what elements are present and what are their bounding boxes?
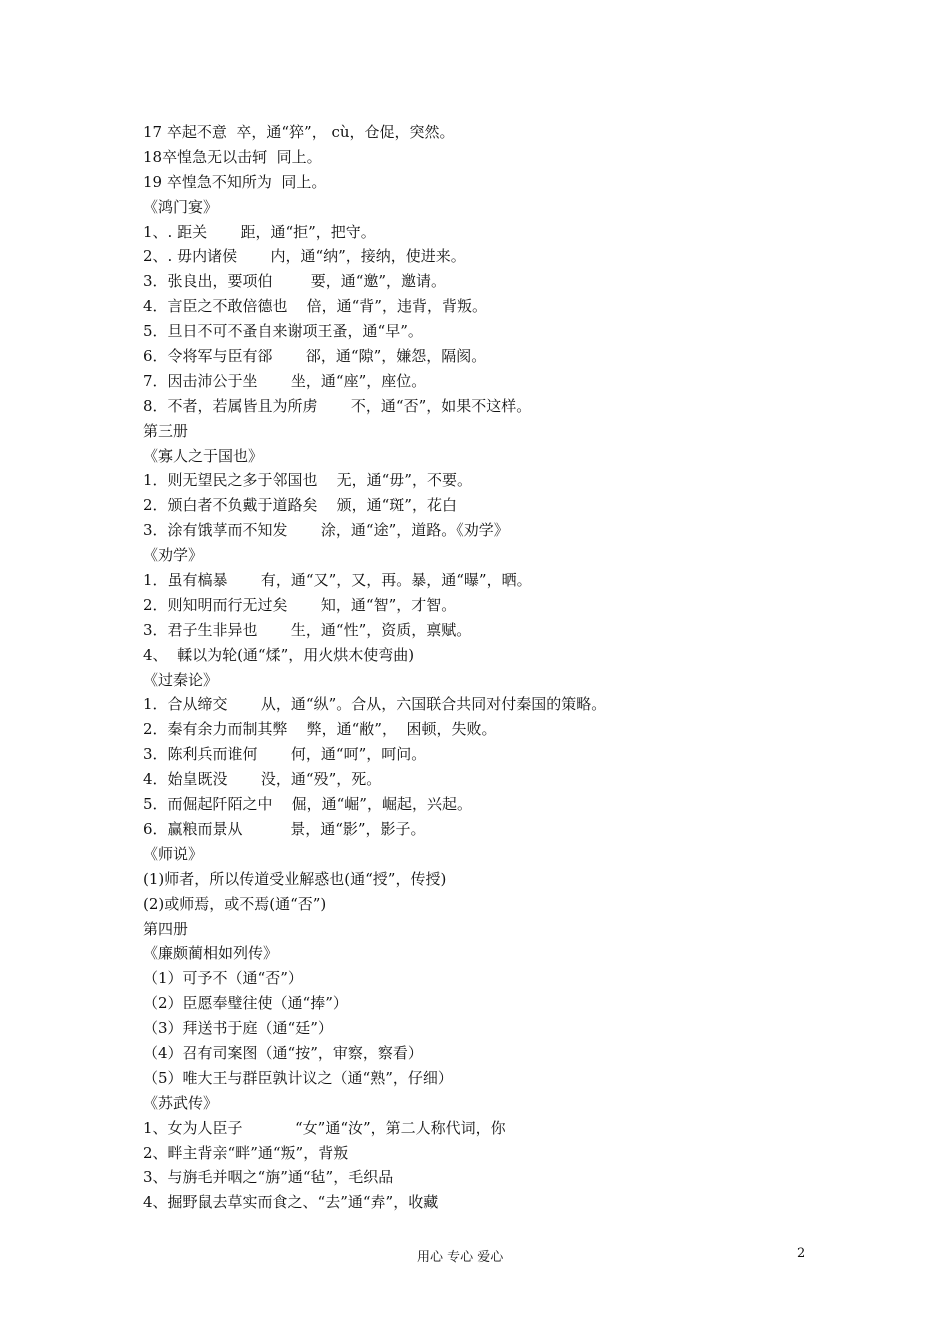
- text-line: 1．则无望民之多于邻国也 无，通“毋”，不要。: [143, 471, 472, 490]
- text-line: 4、掘野鼠去草实而食之、“去”通“弆”，收藏: [143, 1193, 439, 1212]
- footer-text: 用心 专心 爱心: [417, 1250, 504, 1265]
- text-line: 2、. 毋内诸侯 内，通“纳”，接纳，使进来。: [143, 247, 466, 266]
- text-line: 1、. 距关 距，通“拒”，把守。: [143, 222, 376, 241]
- text-line: 3．张良出，要项伯 要，通“邀”，邀请。: [143, 272, 447, 291]
- section-heading: 《廉颇蔺相如列传》: [143, 944, 279, 963]
- text-line: 5．旦日不可不蚤自来谢项王蚤，通“早”。: [143, 322, 423, 341]
- text-line: 4．言臣之不敢倍德也 倍，通“背”，违背，背叛。: [143, 297, 487, 316]
- text-line: 2．颁白者不负戴于道路矣 颁，通“斑”，花白: [143, 496, 457, 515]
- text-line: 4．始皇既没 没，通“殁”，死。: [143, 770, 382, 789]
- text-line: （3）拜送书于庭（通“廷”）: [143, 1019, 333, 1038]
- text-line: 8．不者，若属皆且为所虏 不，通“否”，如果不这样。: [143, 396, 532, 415]
- text-line: 2．则知明而行无过矣 知，通“智”，才智。: [143, 595, 457, 614]
- text-line: 1．虽有槁暴 有，通“又”，又，再。暴，通“曝”，晒。: [143, 571, 532, 590]
- text-line: 3．君子生非异也 生，通“性”，资质，禀赋。: [143, 620, 472, 639]
- text-line: 4、 輮以为轮(通“煣”，用火烘木使弯曲): [143, 645, 415, 664]
- text-line: 5．而倔起阡陌之中 倔，通“崛”，崛起，兴起。: [143, 795, 472, 814]
- page-footer: [0, 1246, 950, 1270]
- section-heading: 《寡人之于国也》: [143, 446, 264, 465]
- text-line: （4）召有司案图（通“按”，审察，察看）: [143, 1043, 423, 1062]
- text-line: 7．因击沛公于坐 坐，通“座”，座位。: [143, 371, 427, 390]
- section-heading: 《过秦论》: [143, 670, 219, 689]
- volume-heading: 第三册: [143, 421, 189, 440]
- section-heading: 《师说》: [143, 844, 204, 863]
- text-line: 3．陈利兵而谁何 何，通“呵”，呵问。: [143, 745, 427, 764]
- text-line: 2、畔主背亲“畔”通“叛”，背叛: [143, 1143, 349, 1162]
- section-heading: 《劝学》: [143, 546, 204, 565]
- document-body: [143, 120, 843, 1215]
- text-line: 1、女为人臣子 “女”通“汝”，第二人称代词，你: [143, 1118, 506, 1137]
- text-line: 3．涂有饿莩而不知发 涂，通“途”，道路。《劝学》: [143, 521, 509, 540]
- volume-heading: 第四册: [143, 919, 189, 938]
- text-line: （1）可予不（通“否”）: [143, 969, 303, 988]
- text-line: 17 卒起不意 卒，通“猝”， cù，仓促，突然。: [143, 123, 455, 141]
- text-line: 2．秦有余力而制其弊 弊，通“敝”， 困顿，失败。: [143, 720, 497, 739]
- text-line: （5）唯大王与群臣孰计议之（通“熟”，仔细）: [143, 1068, 453, 1087]
- text-line: (2)或师焉，或不焉(通“否”): [143, 894, 327, 913]
- text-line: 6．令将军与臣有郤 郤，通“隙”，嫌怨，隔阂。: [143, 347, 487, 366]
- section-heading: 《苏武传》: [143, 1093, 219, 1112]
- text-line: 18卒惶急无以击轲 同上。: [143, 147, 322, 166]
- text-line: 19 卒惶急不知所为 同上。: [143, 172, 327, 191]
- page-number: 2: [797, 1246, 806, 1261]
- text-line: 1．合从缔交 从，通“纵”。合从，六国联合共同对付秦国的策略。: [143, 695, 607, 714]
- text-line: （2）臣愿奉璧往使（通“捧”）: [143, 994, 348, 1013]
- text-line: 6．赢粮而景从 景，通“影”，影子。: [143, 819, 426, 838]
- section-heading: 《鸿门宴》: [143, 197, 219, 216]
- text-line: 3、与旃毛并咽之“旃”通“毡”，毛织品: [143, 1168, 394, 1187]
- text-line: (1)师者，所以传道受业解惑也(通“授”，传授): [143, 869, 447, 888]
